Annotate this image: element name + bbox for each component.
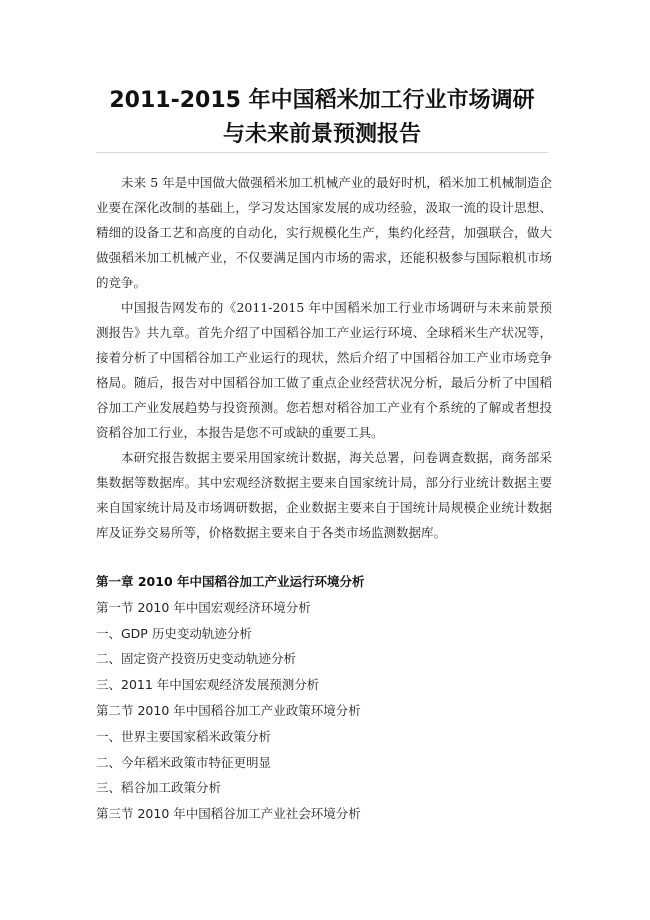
report-title-line-2: 与未来前景预测报告 [222, 122, 421, 147]
toc-section-1-2: 第二节 2010 年中国稻谷加工产业政策环境分析 [96, 702, 361, 718]
toc-item: 一、GDP 历史变动轨迹分析 [96, 625, 252, 641]
intro-section [96, 170, 552, 545]
report-title-line-1: 2011-2015 年中国稻米加工行业市场调研 [109, 88, 535, 113]
toc-item: 三、稻谷加工政策分析 [96, 780, 222, 796]
table-of-contents [96, 569, 552, 827]
toc-item: 三、2011 年中国宏观经济发展预测分析 [96, 677, 320, 693]
intro-paragraph-2: 中国报告网发布的《2011-2015 年中国稻米加工行业市场调研与未来前景预测报告》共九章。首先介绍了中国稻谷加工产业运行环境、全球稻米生产状况等，接着分析了中国稻谷加工产业运行的现状，然后介绍了中国稻谷加工产业市场竞争格局。随后，报告对中国稻谷加工做了重点企业经营状况分析，最后分析了中国稻谷加工产业发展趋势与投资预测。您若想对稻谷加工产业有个系统的了解或者想投资稻谷加工行业，本报告是您不可或缺的重要工具。 [96, 300, 552, 440]
toc-item: 二、今年稻米政策市特征更明显 [96, 754, 272, 770]
report-title [96, 84, 548, 152]
title-divider [96, 152, 548, 153]
toc-chapter-1: 第一章 2010 年中国稻谷加工产业运行环境分析 [96, 574, 365, 589]
toc-section-1-1: 第一节 2010 年中国宏观经济环境分析 [96, 599, 311, 615]
toc-item: 一、世界主要国家稻米政策分析 [96, 728, 272, 744]
toc-item: 二、固定资产投资历史变动轨迹分析 [96, 651, 297, 667]
intro-paragraph-3: 本研究报告数据主要采用国家统计数据，海关总署，问卷调查数据，商务部采集数据等数据库。其中宏观经济数据主要来自国家统计局，部分行业统计数据主要来自国家统计局及市场调研数据，企业数据主要来自于国统计局规模企业统计数据库及证券交易所等，价格数据主要来自于各类市场监测数据库。 [96, 450, 552, 540]
intro-paragraph-1: 未来 5 年是中国做大做强稻米加工机械产业的最好时机，稻米加工机械制造企业要在深化改制的基础上，学习发达国家发展的成功经验，汲取一流的设计思想、精细的设备工艺和高度的自动化，实行规模化生产，集约化经营，加强联合，做大做强稻米加工机械产业，不仅要满足国内市场的需求，还能积极参与国际粮机市场的竞争。 [96, 175, 552, 290]
toc-section-1-3: 第三节 2010 年中国稻谷加工产业社会环境分析 [96, 806, 361, 822]
